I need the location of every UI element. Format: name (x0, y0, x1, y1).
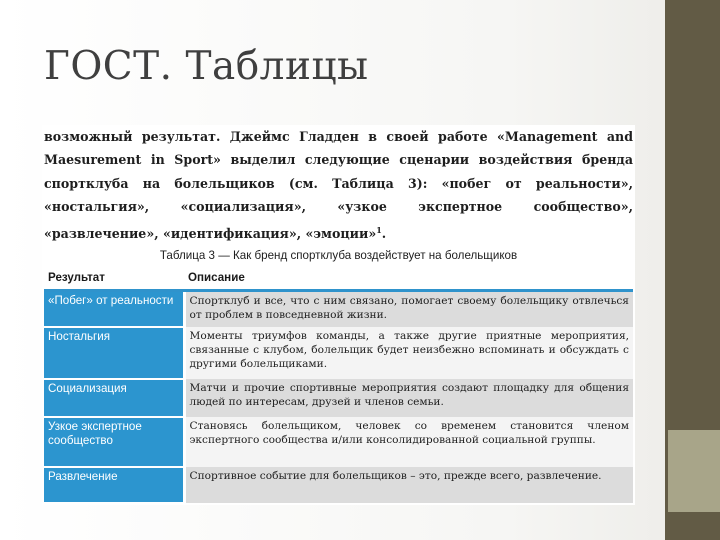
description-cell: Становясь болельщиком, человек со временем становится членом экспертного сообщества и/или консолидированной социальной группы. (184, 417, 633, 467)
header-description: Описание (184, 265, 633, 291)
result-cell: Узкое экспертное сообщество (44, 417, 184, 467)
table-header-row (44, 265, 633, 291)
document-excerpt (42, 125, 635, 505)
brand-impact-table (44, 265, 633, 504)
intro-text: возможный результат. Джеймс Гладден в своей работе «Management and Maesurement in Sport» выделил следующие сценарии воздействия бренда спортклуба на болельщиков (см. Таблица 3): «побег от реальности», «ностальгия», «социализация», «узкое экспертное сообщество», «развлечение», «идентификация», «эмоции» (44, 129, 633, 241)
description-cell: Моменты триумфов команды, а также другие приятные мероприятия, связанные с клубом, болельщик будет неизбежно вспоминать и обсуждать с другими болельщиками. (184, 327, 633, 379)
table-row (44, 467, 633, 503)
result-cell: Развлечение (44, 467, 184, 503)
table-row (44, 291, 633, 327)
footnote-end: . (381, 225, 387, 241)
intro-paragraph (44, 125, 633, 245)
table-row (44, 327, 633, 379)
result-cell: «Побег» от реальности (44, 291, 184, 327)
description-cell: Спортклуб и все, что с ним связано, помогает своему болельщику отвлечься от проблем в повседневной жизни. (184, 291, 633, 327)
description-cell: Спортивное событие для болельщиков – это, прежде всего, развлечение. (184, 467, 633, 503)
result-cell: Социализация (44, 379, 184, 417)
decorative-side-accent (668, 430, 720, 512)
table-row (44, 417, 633, 467)
slide-title: ГОСТ. Таблицы (44, 44, 369, 89)
header-result: Результат (44, 265, 184, 291)
description-cell: Матчи и прочие спортивные мероприятия создают площадку для общения людей по интересам, друзей и членов семьи. (184, 379, 633, 417)
result-cell: Ностальгия (44, 327, 184, 379)
footnote-mark: 1 (376, 224, 382, 235)
table-row (44, 379, 633, 417)
table-caption: Таблица 3 — Как бренд спортклуба воздействует на болельщиков (159, 249, 518, 263)
